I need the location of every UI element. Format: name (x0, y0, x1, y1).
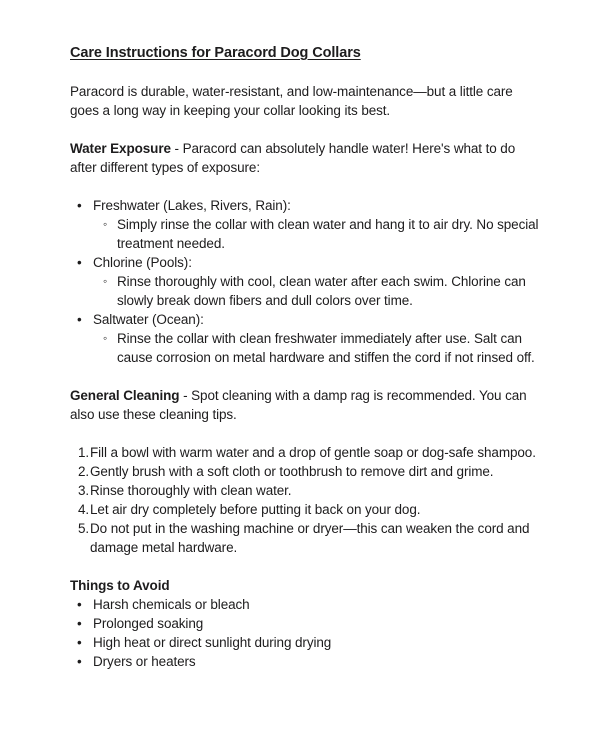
list-item (70, 652, 542, 671)
step-number: 5. (78, 521, 90, 536)
bullet-icon: • (77, 654, 82, 669)
list-item (70, 633, 542, 652)
step-number: 3. (78, 483, 90, 498)
water-exposure-lead: - Paracord can absolutely handle water! Here's what to do after different types of exposure: (70, 141, 516, 175)
step-text: Fill a bowl with warm water and a drop of gentle soap or dog-safe shampoo. (90, 445, 536, 460)
list-item (70, 253, 542, 272)
things-to-avoid-list (70, 595, 542, 671)
step-item (70, 500, 542, 519)
step-item (70, 462, 542, 481)
water-exposure-paragraph (70, 139, 542, 177)
step-item (70, 481, 542, 500)
bullet-icon: • (77, 312, 82, 327)
water-exposure-heading: Water Exposure (70, 141, 171, 156)
step-item (70, 519, 542, 557)
bullet-icon: • (77, 597, 82, 612)
things-to-avoid-heading: Things to Avoid (70, 578, 170, 593)
list-item-label: Saltwater (Ocean): (93, 312, 204, 327)
list-item-label: Prolonged soaking (93, 616, 204, 631)
bullet-icon: • (77, 198, 82, 213)
list-item-detail: Simply rinse the collar with clean water and hang it to air dry. No special treatment needed. (117, 217, 539, 251)
list-item-label: Harsh chemicals or bleach (93, 597, 250, 612)
step-text: Do not put in the washing machine or dryer—this can weaken the cord and damage metal hardware. (90, 521, 530, 555)
sub-bullet-icon: ◦ (103, 217, 108, 231)
step-number: 1. (78, 445, 90, 460)
sub-bullet-icon: ◦ (103, 331, 108, 345)
list-item (93, 215, 542, 253)
intro-paragraph: Paracord is durable, water-resistant, and low-maintenance—but a little care goes a long way in keeping your collar looking its best. (70, 84, 513, 118)
sub-bullet-icon: ◦ (103, 274, 108, 288)
cleaning-steps-list (70, 443, 542, 557)
document-title: Care Instructions for Paracord Dog Collars (70, 45, 361, 61)
list-item (93, 329, 542, 367)
list-item-label: Chlorine (Pools): (93, 255, 192, 270)
list-item-label: Freshwater (Lakes, Rivers, Rain): (93, 198, 291, 213)
general-cleaning-paragraph (70, 386, 542, 424)
step-number: 2. (78, 464, 90, 479)
step-text: Gently brush with a soft cloth or toothbrush to remove dirt and grime. (90, 464, 494, 479)
list-item (93, 272, 542, 310)
step-item (70, 443, 542, 462)
water-exposure-list (70, 196, 542, 367)
list-item (70, 595, 542, 614)
list-item (70, 310, 542, 329)
list-item-label: Dryers or heaters (93, 654, 196, 669)
things-to-avoid-paragraph (70, 576, 542, 595)
list-item (70, 614, 542, 633)
list-item-label: High heat or direct sunlight during drying (93, 635, 332, 650)
list-item-detail: Rinse thoroughly with cool, clean water after each swim. Chlorine can slowly break down fibers and dull colors over time. (117, 274, 526, 308)
bullet-icon: • (77, 635, 82, 650)
list-item (70, 196, 542, 215)
general-cleaning-heading: General Cleaning (70, 388, 180, 403)
general-cleaning-lead: - Spot cleaning with a damp rag is recommended. You can also use these cleaning tips. (70, 388, 527, 422)
list-item-detail: Rinse the collar with clean freshwater immediately after use. Salt can cause corrosion on metal hardware and stiffen the cord if not rinsed off. (117, 331, 535, 365)
step-number: 4. (78, 502, 90, 517)
step-text: Rinse thoroughly with clean water. (90, 483, 292, 498)
bullet-icon: • (77, 255, 82, 270)
bullet-icon: • (77, 616, 82, 631)
step-text: Let air dry completely before putting it back on your dog. (90, 502, 421, 517)
